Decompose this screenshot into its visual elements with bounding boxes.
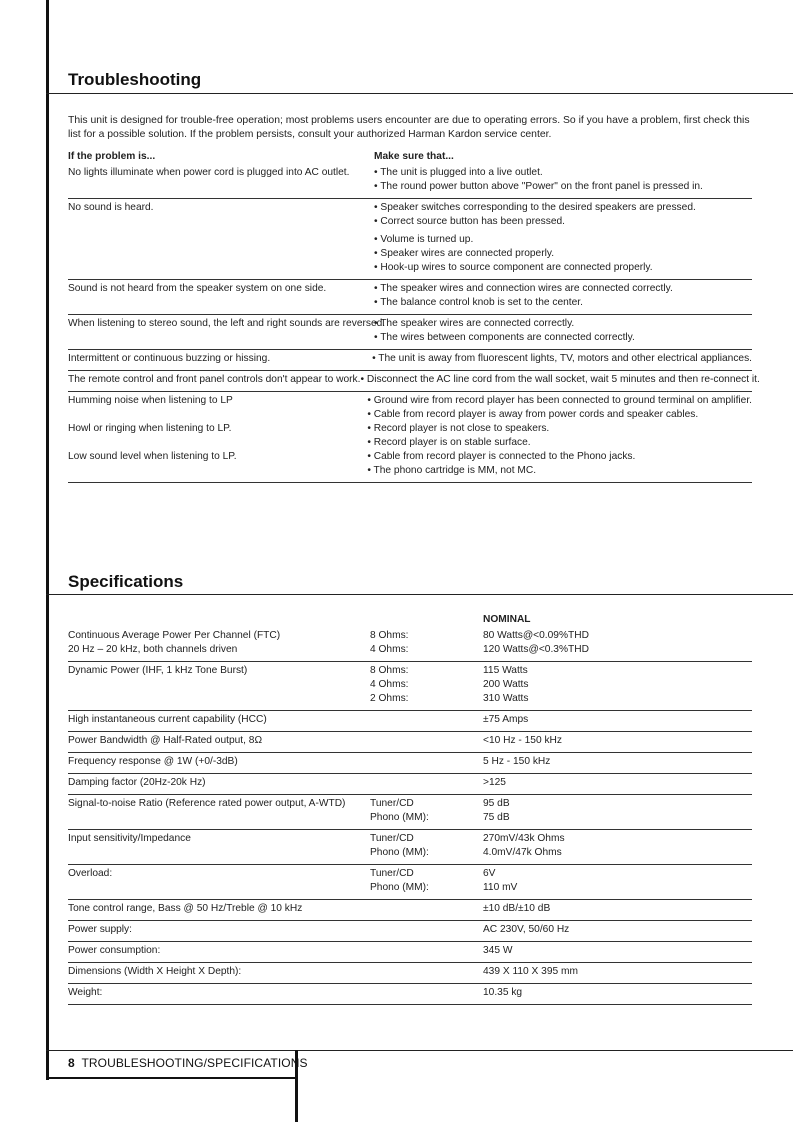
spec-condition: 4 Ohms: — [370, 644, 409, 655]
spec-condition-cell — [370, 944, 483, 958]
spec-value-cell — [483, 629, 752, 657]
problem-text: The remote control and front panel controls don't appear to work. — [68, 374, 361, 385]
footer-rule — [298, 1050, 793, 1051]
check-item: • The wires between components are connected correctly. — [374, 332, 635, 343]
check-item: • Speaker switches corresponding to the desired speakers are pressed. — [374, 202, 696, 213]
spec-row — [68, 865, 752, 900]
spec-condition-cell — [370, 902, 483, 916]
troubleshooting-intro: This unit is designed for trouble-free operation; most problems users encounter are due to operating errors. So if you have a problem, first check this list for a possible solution. If the problem persists, consult your authorized Harman Kardon service center. — [68, 115, 750, 140]
spec-value-cell — [483, 797, 752, 825]
spec-label-cell — [68, 867, 370, 895]
check-cell — [360, 373, 759, 387]
troubleshooting-row — [68, 164, 752, 199]
check-cell — [374, 282, 752, 310]
problem-text — [68, 408, 367, 422]
check-item: • The round power button above "Power" on the front panel is pressed in. — [374, 181, 703, 192]
spec-row — [68, 711, 752, 732]
spec-value: AC 230V, 50/60 Hz — [483, 924, 570, 935]
check-item: • The phono cartridge is MM, not MC. — [367, 465, 537, 476]
spec-value: 75 dB — [483, 812, 510, 823]
specifications-header-row — [68, 613, 752, 627]
spec-condition: 8 Ohms: — [370, 630, 409, 641]
spec-value: 95 dB — [483, 798, 510, 809]
check-item: • The unit is away from fluorescent lights, TV, motors and other electrical appliances. — [372, 353, 752, 364]
spec-label-cell — [68, 713, 370, 727]
spec-label: 20 Hz – 20 kHz, both channels driven — [68, 644, 238, 655]
troubleshooting-rows — [68, 164, 760, 483]
check-cell — [367, 394, 752, 478]
check-item: • The speaker wires and connection wires are connected correctly. — [374, 283, 673, 294]
spec-label-cell — [68, 944, 370, 958]
troubleshooting-table — [68, 148, 760, 483]
check-cell — [374, 201, 752, 275]
spec-row — [68, 984, 752, 1005]
nominal-label: NOMINAL — [483, 614, 531, 625]
specifications-title-rule — [46, 594, 793, 595]
problem-text: When listening to stereo sound, the left and right sounds are reversed. — [68, 318, 386, 329]
troubleshooting-row — [68, 371, 760, 392]
spec-condition-cell — [370, 713, 483, 727]
spec-value-cell — [483, 923, 752, 937]
spec-label: Weight: — [68, 987, 103, 998]
spec-row — [68, 795, 752, 830]
spec-value: 110 mV — [483, 882, 518, 893]
spec-value: >125 — [483, 777, 506, 788]
spec-value: ±10 dB/±10 dB — [483, 903, 551, 914]
spec-label-cell — [68, 797, 370, 825]
spec-value-cell — [483, 965, 752, 979]
problem-text — [68, 464, 367, 478]
troubleshooting-title-rule — [46, 93, 793, 94]
spec-value-cell — [483, 944, 752, 958]
spec-value: 120 Watts@<0.3%THD — [483, 644, 589, 655]
spec-label-cell — [68, 965, 370, 979]
spec-condition-cell — [370, 629, 483, 657]
check-item: • Disconnect the AC line cord from the wall socket, wait 5 minutes and then re-connect it. — [360, 374, 760, 385]
spec-label-cell — [68, 664, 370, 706]
check-item: • Record player is on stable surface. — [367, 437, 531, 448]
problem-cell — [68, 166, 374, 194]
spec-condition-cell — [370, 965, 483, 979]
spec-label-cell — [68, 776, 370, 790]
spec-condition — [370, 713, 483, 727]
spec-value: 6V — [483, 868, 496, 879]
spec-row — [68, 753, 752, 774]
check-cell — [374, 317, 752, 345]
problem-cell — [68, 201, 374, 275]
spec-value: 200 Watts — [483, 679, 529, 690]
problem-cell — [68, 317, 386, 345]
spec-value: 80 Watts@<0.09%THD — [483, 630, 589, 641]
problem-cell — [68, 373, 360, 387]
troubleshooting-title: Troubleshooting — [68, 70, 202, 89]
spec-condition-cell — [370, 832, 483, 860]
problem-text: Sound is not heard from the speaker system on one side. — [68, 283, 327, 294]
spec-condition: 4 Ohms: — [370, 679, 409, 690]
spec-label: Overload: — [68, 868, 113, 879]
check-item: • Correct source button has been pressed. — [374, 216, 566, 227]
spec-value: 439 X 110 X 395 mm — [483, 966, 578, 977]
problem-text: Humming noise when listening to LP — [68, 395, 233, 406]
problem-text — [68, 436, 367, 450]
spec-condition — [370, 755, 483, 769]
troubleshooting-row — [68, 199, 752, 280]
troubleshooting-header-row — [68, 148, 752, 164]
problem-text: Intermittent or continuous buzzing or hissing. — [68, 353, 271, 364]
spec-row — [68, 942, 752, 963]
spec-condition: Phono (MM): — [370, 847, 429, 858]
spec-condition-cell — [370, 776, 483, 790]
spec-value-cell — [483, 713, 752, 727]
spec-condition: Phono (MM): — [370, 812, 429, 823]
problem-text: Howl or ringing when listening to LP. — [68, 423, 232, 434]
page-footer — [68, 1056, 308, 1070]
spec-row — [68, 774, 752, 795]
check-item: • Record player is not close to speakers. — [367, 423, 550, 434]
spec-value: 5 Hz - 150 kHz — [483, 756, 551, 767]
spec-label-cell — [68, 923, 370, 937]
check-item: • Volume is turned up. — [374, 234, 474, 245]
spec-row — [68, 900, 752, 921]
spec-label-cell — [68, 832, 370, 860]
spec-label: Damping factor (20Hz-20k Hz) — [68, 777, 206, 788]
spec-condition — [370, 986, 483, 1000]
spec-row — [68, 830, 752, 865]
spec-value-cell — [483, 867, 752, 895]
spec-condition: Tuner/CD — [370, 798, 414, 809]
spec-value-cell — [483, 664, 752, 706]
spec-label: Tone control range, Bass @ 50 Hz/Treble @ 10 kHz — [68, 903, 303, 914]
spec-condition — [370, 776, 483, 790]
spec-value: <10 Hz - 150 kHz — [483, 735, 562, 746]
problem-text: Low sound level when listening to LP. — [68, 451, 237, 462]
footer-section: TROUBLESHOOTING/SPECIFICATIONS — [81, 1056, 308, 1070]
troubleshooting-row — [68, 315, 752, 350]
spec-label: Input sensitivity/Impedance — [68, 833, 191, 844]
spec-condition — [370, 944, 483, 958]
check-item: • The unit is plugged into a live outlet. — [374, 167, 543, 178]
spec-label: Dynamic Power (IHF, 1 kHz Tone Burst) — [68, 665, 248, 676]
spec-condition-cell — [370, 734, 483, 748]
spec-label: Power supply: — [68, 924, 132, 935]
spec-condition: Tuner/CD — [370, 868, 414, 879]
spec-label-cell — [68, 629, 370, 657]
problem-cell — [68, 352, 372, 366]
troubleshooting-row — [68, 392, 752, 483]
spec-label: Power Bandwidth @ Half-Rated output, 8Ω — [68, 735, 263, 746]
check-cell — [374, 166, 752, 194]
troubleshooting-row — [68, 350, 752, 371]
problem-cell — [68, 282, 374, 310]
spec-condition-cell — [370, 867, 483, 895]
spec-condition-cell — [370, 923, 483, 937]
spec-label: Frequency response @ 1W (+0/-3dB) — [68, 756, 238, 767]
troubleshooting-row — [68, 280, 752, 315]
spec-label: Dimensions (Width X Height X Depth): — [68, 966, 242, 977]
spec-condition-cell — [370, 664, 483, 706]
spec-value: 345 W — [483, 945, 513, 956]
spec-value-cell — [483, 832, 752, 860]
spec-label: Power consumption: — [68, 945, 161, 956]
spec-value: 4.0mV/47k Ohms — [483, 847, 562, 858]
spec-value-cell — [483, 776, 752, 790]
spec-label-cell — [68, 986, 370, 1000]
spec-condition — [370, 902, 483, 916]
check-item: • Hook-up wires to source component are connected properly. — [374, 262, 653, 273]
spec-value: 115 Watts — [483, 665, 528, 676]
check-item: • The balance control knob is set to the center. — [374, 297, 583, 308]
header-check: Make sure that... — [374, 151, 454, 162]
problem-text: No lights illuminate when power cord is plugged into AC outlet. — [68, 167, 350, 178]
spec-condition — [370, 923, 483, 937]
spec-label: Continuous Average Power Per Channel (FTC) — [68, 630, 281, 641]
spec-condition — [370, 965, 483, 979]
problem-cell — [68, 394, 367, 478]
spec-condition-cell — [370, 755, 483, 769]
specifications-table — [68, 613, 752, 1005]
spec-condition — [370, 734, 483, 748]
check-item: • Cable from record player is away from power cords and speaker cables. — [367, 409, 699, 420]
check-item: • Ground wire from record player has been connected to ground terminal on amplifier. — [367, 395, 752, 406]
spec-row — [68, 732, 752, 753]
check-item: • Speaker wires are connected properly. — [374, 248, 555, 259]
spec-value-cell — [483, 986, 752, 1000]
check-item: • The speaker wires are connected correctly. — [374, 318, 575, 329]
specifications-rows — [68, 627, 752, 1005]
header-problem: If the problem is... — [68, 151, 156, 162]
spec-row — [68, 662, 752, 711]
spec-value-cell — [483, 755, 752, 769]
spec-value-cell — [483, 734, 752, 748]
spec-value: 270mV/43k Ohms — [483, 833, 565, 844]
check-item: • Cable from record player is connected to the Phono jacks. — [367, 451, 636, 462]
spec-label-cell — [68, 902, 370, 916]
spec-condition: 8 Ohms: — [370, 665, 409, 676]
page-number: 8 — [68, 1056, 75, 1070]
spec-value-cell — [483, 902, 752, 916]
spec-label: High instantaneous current capability (HCC) — [68, 714, 267, 725]
spec-label: Signal-to-noise Ratio (Reference rated power output, A-WTD) — [68, 798, 346, 809]
spec-condition-cell — [370, 797, 483, 825]
spec-label-cell — [68, 755, 370, 769]
spec-row — [68, 963, 752, 984]
spec-label-cell — [68, 734, 370, 748]
specifications-title: Specifications — [68, 572, 184, 591]
check-cell — [372, 352, 752, 366]
spec-value: ±75 Amps — [483, 714, 529, 725]
spec-condition: 2 Ohms: — [370, 693, 409, 704]
problem-text: No sound is heard. — [68, 202, 154, 213]
spec-condition: Tuner/CD — [370, 833, 414, 844]
spec-row — [68, 627, 752, 662]
spec-condition: Phono (MM): — [370, 882, 429, 893]
spec-condition-cell — [370, 986, 483, 1000]
spec-row — [68, 921, 752, 942]
spec-value: 10.35 kg — [483, 987, 523, 998]
left-margin-bar — [46, 0, 49, 1080]
spec-value: 310 Watts — [483, 693, 529, 704]
